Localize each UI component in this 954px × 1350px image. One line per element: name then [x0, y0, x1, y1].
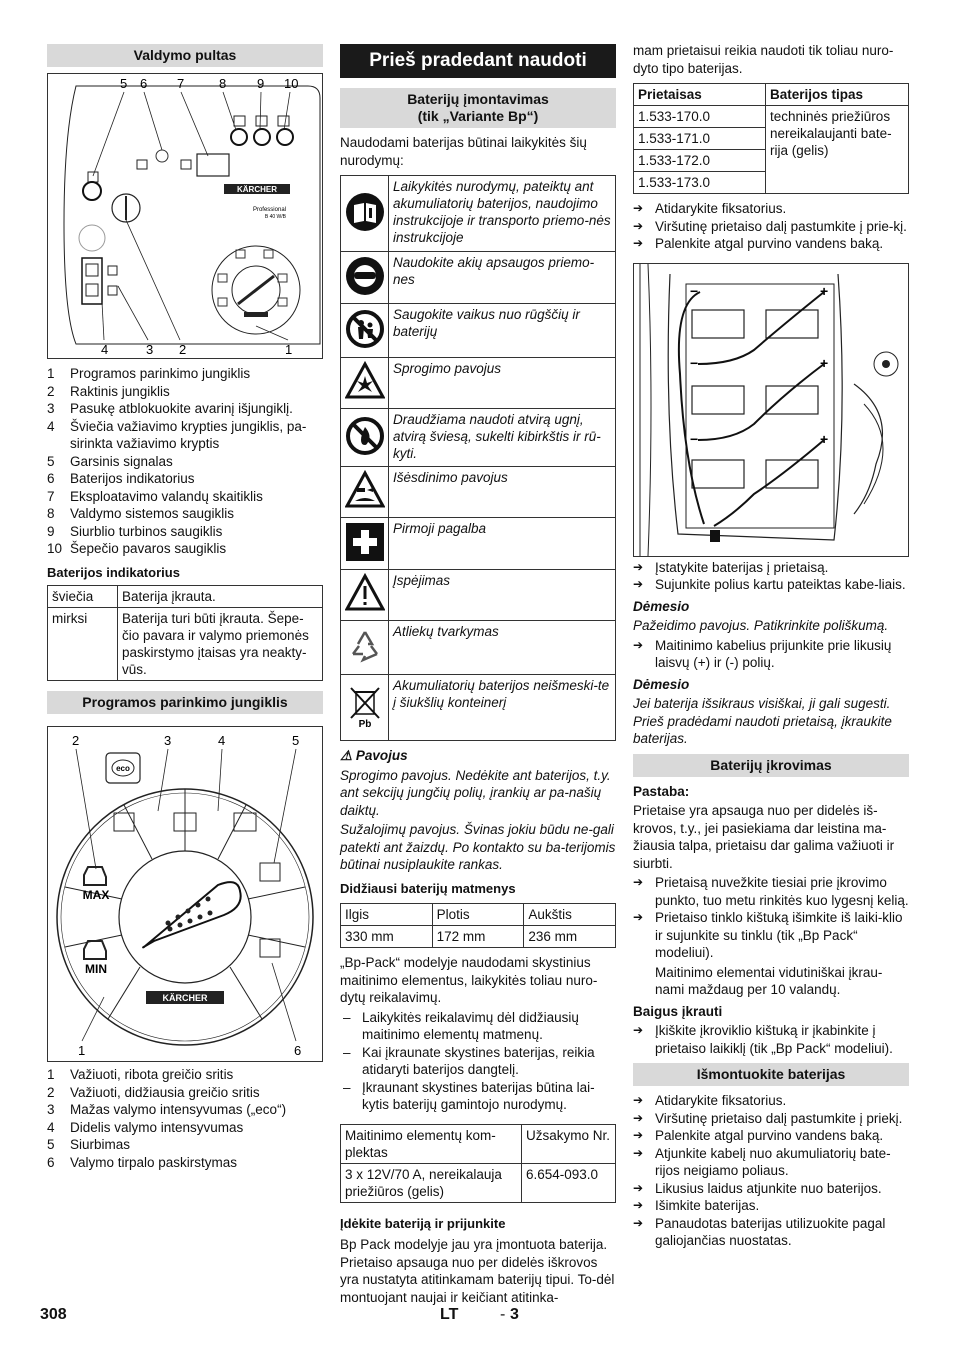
list-item: 3 Mažas valymo intensyvumas („eco“) [47, 1102, 287, 1117]
note-label: Pastaba: [633, 783, 690, 799]
control-panel-figure [47, 73, 323, 359]
table-row: 1.533-170.0 techninės priežiūros nereikalaujanti bate-rija (gelis) [634, 106, 909, 128]
recycling-icon [345, 626, 385, 666]
callout-1: 1 [285, 342, 293, 357]
continued-text: mam prietaisui reikia naudoti tik toliau nuro-dyto tipo baterijas. [633, 43, 894, 76]
panel-brand-line: Professional [252, 207, 286, 213]
manual-icon [345, 192, 385, 232]
device-battery-table [633, 83, 909, 194]
warning-icon [345, 573, 385, 613]
eye-protection-icon [345, 256, 385, 296]
list-item: – Laikykitės reikalavimų dėl didžiausių maitinimo elementų matmenų. [340, 1009, 616, 1044]
list-item: ➔ Įstatykite baterijas į prietaisą. [633, 559, 909, 577]
table-row: Prietaisas Baterijos tipas [634, 84, 909, 106]
danger-text-1: Sprogimo pavojus. Nedėkite ant baterijos, t.y. ant sekcijų jungčių polių, įrankių ar pa-našių daiktų. [340, 767, 611, 818]
list-item: 10 Šepečio pavaros saugiklis [47, 541, 227, 556]
svg-text:−: − [690, 282, 699, 299]
svg-text:−: − [690, 430, 699, 447]
steps-open [633, 200, 909, 253]
attention-2-label: Dėmesio [633, 676, 690, 692]
list-item: 1 Važiuoti, ribota greičio sritis [47, 1067, 234, 1082]
attention-1-label: Dėmesio [633, 598, 690, 614]
program-selector-figure [47, 726, 323, 1062]
list-item: ➔ Prietaisą nuvežkite tiesiai prie įkrovimo punkto, tuo metu rinkitės kuo lygesnį kelią. [633, 874, 909, 909]
callout-2: 2 [72, 733, 80, 748]
section-heading-remove: Išmontuokite baterijas [633, 1063, 909, 1086]
dims-table [340, 903, 616, 948]
list-item: ➔ Atjunkite kabelį nuo akumuliatorių bate-rijos neigiamo poliaus. [633, 1145, 909, 1180]
no-fire-icon [345, 416, 385, 456]
table-row: Įspėjimas [341, 570, 616, 621]
control-panel-legend [47, 365, 323, 558]
table-row: Draudžiama naudoti atvirą ugnį, atvirą šviesą, sukelti kibirkštis ir rū-kyti. [341, 409, 616, 467]
insert-heading: Įdėkite bateriją ir prijunkite [340, 1215, 506, 1231]
list-item: 4 Didelis valymo intensyvumas [47, 1119, 244, 1135]
section-page-number: 3 [510, 1306, 519, 1323]
max-label: MAX [82, 888, 110, 902]
battery-indicator-heading: Baterijos indikatorius [47, 564, 180, 580]
attention-2-text: Jei baterija išsikraus visiškai, ji gali sugesti. Prieš pradėdami naudoti prietaisą, įkraukite baterijas. [633, 696, 892, 746]
list-item: ➔ Sujunkite polius kartu pateiktas kabe-liais. [633, 576, 909, 594]
done-label: Baigus įkrauti [633, 1003, 723, 1019]
callout-3: 3 [164, 733, 172, 748]
table-row: mirksi Baterija turi būti įkrauta. Šepe-čio pavara ir valymo priemonės paskirstymo įtaisas yra neakty-vūs. [48, 608, 323, 681]
panel-model: B 40 W/B [264, 214, 286, 220]
list-item: – Kai įkraunate skystines baterijas, reikia atidaryti baterijos dangtelį. [340, 1044, 616, 1079]
page-number: 308 [40, 1306, 67, 1323]
list-item: 2 Važiuoti, didžiausia greičio sritis [47, 1084, 260, 1100]
table-row: Maitinimo elementų kom-plektas Užsakymo Nr. [341, 1124, 616, 1163]
footer-separator: - [500, 1306, 506, 1323]
table-row: Išėsdinimo pavojus [341, 467, 616, 518]
list-item: 2 Raktinis jungiklis [47, 383, 170, 399]
explosion-icon [345, 361, 385, 401]
list-item: 6 Valymo tirpalo paskirstymas [47, 1154, 238, 1170]
table-row: Pb Akumuliatorių baterijos neišmeski-te į šiukšlių konteinerį [341, 675, 616, 741]
note-text: Prietaise yra apsauga nuo per didelės iš-krovos, t.y., jei pasiekiama dar leistina ma-žiausia talpa, prietaisu dar galima važiuoti ir siurbti. [633, 803, 895, 871]
svg-text:−: − [690, 354, 699, 371]
table-row: Ilgis Plotis Aukštis [341, 904, 616, 926]
column-1 [47, 40, 323, 1177]
list-item: ➔ Įkiškite įkroviklio kištuką ir įkabinkite į prietaiso laikiklį (tik „Bp Pack“ modeliui). [633, 1022, 909, 1057]
min-label: MIN [85, 962, 107, 976]
table-row: 1.533-172.0 [634, 150, 909, 172]
callout-3: 3 [146, 342, 154, 357]
list-item: 7 Eksploatavimo valandų skaitiklis [47, 488, 263, 504]
control-panel-drawing [48, 74, 322, 358]
table-row: Pirmoji pagalba [341, 518, 616, 570]
list-item: ➔ Viršutinę prietaiso dalį pastumkite į priekį. [633, 1110, 909, 1128]
table-row: 330 mm 172 mm 236 mm [341, 926, 616, 948]
battery-indicator-table [47, 585, 323, 681]
language-code: LT [440, 1306, 459, 1323]
list-item: ➔ Likusius laidus atjunkite nuo baterijos. [633, 1180, 909, 1198]
corrosive-icon [345, 470, 385, 510]
first-aid-icon [345, 522, 385, 562]
section-heading-before-use: Prieš pradedant naudoti [340, 44, 616, 78]
svg-text:+: + [820, 354, 829, 371]
list-item: ➔ Viršutinę prietaiso dalį pastumkite į prie-kį. [633, 218, 909, 236]
danger-triangle-icon: ⚠ [340, 748, 353, 763]
safety-symbols-table [340, 175, 616, 741]
list-item: ➔ Panaudotas baterijas utilizuokite pagal galiojančias nuostatas. [633, 1215, 909, 1250]
intro-text: Naudodami baterijas būtinai laikykitės šių nurodymų: [340, 135, 587, 168]
charge-note: Maitinimo elementai vidutiniškai įkrau-nami maždaug per 10 valandų. [655, 964, 883, 997]
list-item: ➔ Prietaiso tinklo kištuką išimkite iš laiki-klio ir sujunkite su tinklu (tik „Bp Pack“ modeliui). [633, 909, 909, 962]
table-row: šviečia Baterija įkrauta. [48, 586, 323, 608]
column-3 [633, 40, 909, 1250]
column-2 [340, 40, 616, 1308]
selector-logo: KÄRCHER [162, 993, 208, 1003]
callout-6: 6 [294, 1043, 302, 1058]
battery-compartment-figure [633, 263, 909, 557]
steps-remove [633, 1092, 909, 1250]
danger-text-2: Sužalojimų pavojus. Švinas jokiu būdu ne-gali patekti ant žaizdų. Po kontakto su ba-terijomis būtinai nusiplaukite rankas. [340, 822, 616, 872]
danger-block [340, 747, 616, 874]
list-item: ➔ Palenkite atgal purvino vandens baką. [633, 235, 909, 253]
callout-2: 2 [179, 342, 187, 357]
callout-5: 5 [120, 76, 128, 91]
table-row: Laikykitės nurodymų, pateiktų ant akumuliatorių baterijos, naudojimo instrukcijoje ir transporto priemo-nės instrukcijoje [341, 176, 616, 252]
table-row: Saugokite vaikus nuo rūgščių ir baterijų [341, 304, 616, 358]
table-row: 1.533-173.0 [634, 172, 909, 194]
attention-1-text: Pažeidimo pavojus. Patikrinkite poliškumą. [633, 618, 889, 633]
section-heading-program-selector: Programos parinkimo jungiklis [47, 691, 323, 714]
list-item: ➔ Maitinimo kabelius prijunkite prie likusių laisvų (+) ir (-) polių. [633, 637, 909, 672]
callout-10: 10 [284, 76, 299, 91]
svg-text:+: + [820, 430, 829, 447]
danger-heading: ⚠ Pavojus [340, 748, 408, 763]
section-heading-charging: Baterijų įkrovimas [633, 754, 909, 777]
list-item: 8 Valdymo sistemos saugiklis [47, 506, 235, 521]
table-row: 3 x 12V/70 A, nereikalauja priežiūros (gelis) 6.654-093.0 [341, 1163, 616, 1202]
section-heading-control-panel: Valdymo pultas [47, 44, 323, 67]
heading-line-1: Baterijų įmontavimas [407, 91, 549, 107]
callout-8: 8 [219, 76, 227, 91]
heading-line-2: (tik „Variante Bp“) [417, 108, 539, 124]
table-row: 1.533-171.0 [634, 128, 909, 150]
pb-label: Pb [358, 718, 371, 728]
table-row: Sprogimo pavojus [341, 358, 616, 409]
list-item: ➔ Atidarykite fiksatorius. [633, 200, 909, 218]
list-item: ➔ Palenkite atgal purvino vandens baką. [633, 1127, 909, 1145]
callout-1: 1 [78, 1043, 86, 1058]
list-item: – Įkraunant skystines baterijas būtina lai-kytis baterijų gamintojo nurodymų. [340, 1079, 616, 1114]
callout-5: 5 [292, 733, 300, 748]
list-item: 3 Pasukę atblokuokite avarinį išjungiklį. [47, 401, 293, 416]
list-item: ➔ Atidarykite fiksatorius. [633, 1092, 909, 1110]
section-heading-battery-install [340, 88, 616, 128]
insert-text: Bp Pack modelyje jau yra įmontuota baterija. Prietaiso apsauga nuo per didelės iškrovos yra nustatyta atitinkamam baterijų tipui. To-dėl montuojant naujai ir keičiant atitinka- [340, 1237, 615, 1305]
callout-4: 4 [218, 733, 226, 748]
table-row: Atliekų tvarkymas [341, 621, 616, 675]
callout-4: 4 [101, 342, 109, 357]
callout-6: 6 [140, 76, 148, 91]
panel-logo: KÄRCHER [237, 185, 277, 194]
eco-label: eco [116, 764, 130, 773]
dims-heading: Didžiausi baterijų matmenys [340, 880, 516, 896]
keep-children-away-icon [345, 309, 385, 349]
list-item: 4 Šviečia važiavimo krypties jungiklis, pa-sirinkta važiavimo kryptis [47, 418, 307, 451]
list-item: 5 Garsinis signalas [47, 453, 173, 469]
list-item: 1 Programos parinkimo jungiklis [47, 366, 251, 381]
svg-text:+: + [820, 282, 829, 299]
list-item: 9 Siurblio turbinos saugiklis [47, 523, 223, 539]
list-item: ➔ Išimkite baterijas. [633, 1197, 909, 1215]
callout-9: 9 [257, 76, 265, 91]
table-row: Naudokite akių apsaugos priemo-nes [341, 252, 616, 304]
no-bin-icon [345, 684, 385, 728]
bp-text: „Bp-Pack“ modelyje naudodami skystinius maitinimo elementus, laikykitės toliau nuro-dytų reikalavimų. [340, 955, 598, 1005]
list-item: 5 Siurbimas [47, 1137, 131, 1152]
callout-7: 7 [177, 76, 185, 91]
program-selector-drawing [48, 727, 322, 1061]
steps-install [633, 559, 909, 594]
list-item: 6 Baterijos indikatorius [47, 471, 195, 486]
program-selector-legend [47, 1066, 323, 1171]
order-table [340, 1124, 616, 1203]
battery-compartment-drawing [634, 264, 908, 556]
